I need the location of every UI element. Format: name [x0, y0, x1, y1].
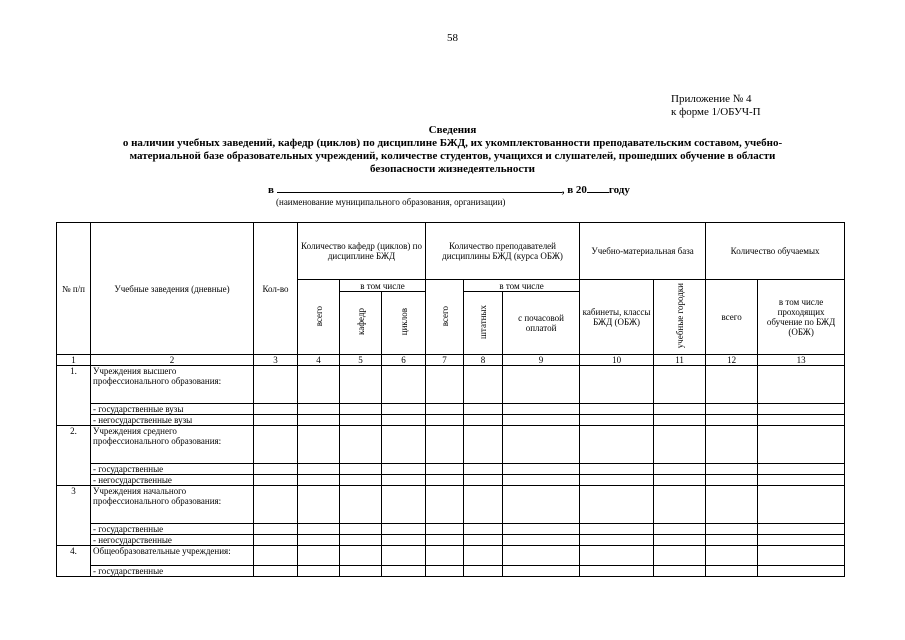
col-number: 13	[758, 355, 845, 366]
place-blank[interactable]	[277, 183, 562, 193]
data-cell[interactable]	[654, 524, 706, 535]
data-cell[interactable]	[382, 546, 426, 566]
data-cell[interactable]	[580, 426, 654, 464]
data-cell[interactable]	[654, 404, 706, 415]
data-cell[interactable]	[298, 524, 340, 535]
header-t-total-text: всего	[439, 305, 450, 327]
data-cell[interactable]	[464, 475, 503, 486]
data-cell[interactable]	[580, 404, 654, 415]
data-cell[interactable]	[340, 475, 382, 486]
table-row	[57, 566, 845, 577]
data-cell[interactable]	[503, 535, 580, 546]
col-number: 10	[580, 355, 654, 366]
header-departments: Количество кафедр (циклов) по дисциплине БЖД	[298, 223, 426, 280]
data-cell[interactable]	[503, 546, 580, 566]
data-cell[interactable]	[254, 404, 298, 415]
data-cell[interactable]	[254, 475, 298, 486]
data-cell[interactable]	[706, 566, 758, 577]
data-cell[interactable]	[503, 475, 580, 486]
col-number: 6	[382, 355, 426, 366]
data-cell[interactable]	[654, 464, 706, 475]
data-cell[interactable]	[340, 486, 382, 524]
header-trained: Количество обучаемых	[706, 223, 845, 280]
table-row	[57, 546, 845, 566]
year-blank[interactable]	[587, 183, 609, 193]
header-t-staff-text: штатных	[478, 304, 489, 340]
header-dep-kafedr-text: кафедр	[355, 308, 366, 336]
header-dep-cycles-text: циклов	[398, 308, 409, 336]
data-cell[interactable]	[464, 415, 503, 426]
data-cell[interactable]	[580, 546, 654, 566]
data-cell[interactable]	[503, 566, 580, 577]
header-t-incl: в том числе	[464, 280, 580, 292]
institution-name: Учреждения высшего профессионального образования:	[91, 366, 254, 404]
data-cell[interactable]	[254, 535, 298, 546]
data-cell[interactable]	[254, 524, 298, 535]
table-body	[57, 366, 845, 577]
data-cell[interactable]	[340, 426, 382, 464]
year-suffix: году	[608, 184, 630, 196]
institution-subtype: - негосударственные	[91, 475, 254, 486]
data-cell[interactable]	[706, 535, 758, 546]
document-title	[40, 124, 865, 176]
data-cell[interactable]	[580, 566, 654, 577]
table-row	[57, 486, 845, 524]
place-prefix: в	[268, 184, 274, 196]
data-cell[interactable]	[382, 566, 426, 577]
table-row	[57, 404, 845, 415]
data-cell[interactable]	[298, 546, 340, 566]
header-b-towns-text: учебные городки	[674, 283, 685, 349]
data-cell[interactable]	[464, 546, 503, 566]
data-cell[interactable]	[426, 464, 464, 475]
table-row	[57, 366, 845, 404]
data-cell[interactable]	[426, 524, 464, 535]
col-number: 12	[706, 355, 758, 366]
header-t-total	[426, 280, 464, 355]
data-cell[interactable]	[654, 475, 706, 486]
data-cell[interactable]	[382, 415, 426, 426]
row-number: 2.	[57, 426, 91, 486]
data-cell[interactable]	[706, 366, 758, 404]
data-cell[interactable]	[758, 366, 845, 404]
row-number: 3	[57, 486, 91, 546]
data-cell[interactable]	[382, 426, 426, 464]
header-tr-incl: в том числе проходящих обучение по БЖД (ОБЖ)	[758, 280, 845, 355]
header-dep-incl: в том числе	[340, 280, 426, 292]
table-row	[57, 524, 845, 535]
data-cell[interactable]	[758, 404, 845, 415]
data-cell[interactable]	[758, 566, 845, 577]
data-cell[interactable]	[758, 524, 845, 535]
header-dep-cycles	[382, 292, 426, 355]
annex-note	[671, 93, 761, 119]
annex-line-1: Приложение № 4	[671, 93, 752, 105]
data-cell[interactable]	[758, 486, 845, 524]
data-cell[interactable]	[464, 366, 503, 404]
year-prefix: , в 20	[561, 184, 587, 196]
data-cell[interactable]	[464, 464, 503, 475]
data-cell[interactable]	[654, 426, 706, 464]
header-teachers: Количество преподавателей дисциплины БЖД (курса ОБЖ)	[426, 223, 580, 280]
data-cell[interactable]	[340, 535, 382, 546]
data-cell[interactable]	[254, 486, 298, 524]
data-cell[interactable]	[254, 464, 298, 475]
data-cell[interactable]	[503, 366, 580, 404]
data-cell[interactable]	[464, 404, 503, 415]
data-cell[interactable]	[654, 546, 706, 566]
header-dep-total	[298, 280, 340, 355]
institution-subtype: - негосударственные	[91, 535, 254, 546]
data-cell[interactable]	[580, 475, 654, 486]
header-tr-total: всего	[706, 280, 758, 355]
data-cell[interactable]	[340, 546, 382, 566]
table-row	[57, 475, 845, 486]
header-t-staff	[464, 292, 503, 355]
data-cell[interactable]	[503, 426, 580, 464]
data-cell[interactable]	[654, 415, 706, 426]
data-cell[interactable]	[706, 415, 758, 426]
data-cell[interactable]	[654, 566, 706, 577]
data-cell[interactable]	[706, 486, 758, 524]
data-cell[interactable]	[382, 366, 426, 404]
col-number: 9	[503, 355, 580, 366]
data-cell[interactable]	[426, 566, 464, 577]
institution-subtype: - государственные вузы	[91, 404, 254, 415]
data-cell[interactable]	[340, 415, 382, 426]
data-cell[interactable]	[580, 535, 654, 546]
row-number: 1.	[57, 366, 91, 426]
institution-name: Учреждения среднего профессионального образования:	[91, 426, 254, 464]
institution-name: Общеобразовательные учреждения:	[91, 546, 254, 566]
data-cell[interactable]	[706, 475, 758, 486]
data-cell[interactable]	[758, 426, 845, 464]
data-cell[interactable]	[426, 415, 464, 426]
header-b-rooms: кабинеты, классы БЖД (ОБЖ)	[580, 280, 654, 355]
data-cell[interactable]	[298, 426, 340, 464]
data-cell[interactable]	[464, 535, 503, 546]
data-cell[interactable]	[426, 426, 464, 464]
data-cell[interactable]	[382, 404, 426, 415]
data-cell[interactable]	[758, 535, 845, 546]
data-cell[interactable]	[464, 524, 503, 535]
data-cell[interactable]	[758, 475, 845, 486]
data-cell[interactable]	[254, 566, 298, 577]
data-cell[interactable]	[503, 415, 580, 426]
page-number: 58	[447, 32, 458, 44]
data-cell[interactable]	[382, 535, 426, 546]
data-cell[interactable]	[503, 486, 580, 524]
data-cell[interactable]	[298, 566, 340, 577]
institution-name: Учреждения начального профессионального образования:	[91, 486, 254, 524]
data-cell[interactable]	[340, 404, 382, 415]
header-dep-kafedr	[340, 292, 382, 355]
col-number: 2	[91, 355, 254, 366]
data-cell[interactable]	[758, 464, 845, 475]
title-heading: Сведения	[428, 124, 477, 136]
header-t-hourly: с почасовой оплатой	[503, 292, 580, 355]
table-row	[57, 464, 845, 475]
col-number: 1	[57, 355, 91, 366]
header-count: Кол-во	[254, 223, 298, 355]
header-num: № п/п	[57, 223, 91, 355]
data-cell[interactable]	[298, 366, 340, 404]
institution-subtype: - государственные	[91, 566, 254, 577]
data-cell[interactable]	[654, 535, 706, 546]
header-b-towns	[654, 280, 706, 355]
data-cell[interactable]	[706, 524, 758, 535]
data-cell[interactable]	[254, 426, 298, 464]
data-cell[interactable]	[340, 566, 382, 577]
header-dep-total-text: всего	[313, 305, 324, 327]
data-cell[interactable]	[382, 464, 426, 475]
col-number: 7	[426, 355, 464, 366]
title-line-2: материальной базе образовательных учреждений, количестве студентов, учащихся и слушателей, прошедших обучение в области	[129, 150, 776, 162]
annex-line-2: к форме 1/ОБУЧ-П	[671, 106, 761, 118]
data-cell[interactable]	[426, 486, 464, 524]
data-cell[interactable]	[298, 415, 340, 426]
data-cell[interactable]	[298, 535, 340, 546]
data-cell[interactable]	[254, 415, 298, 426]
data-cell[interactable]	[758, 546, 845, 566]
data-cell[interactable]	[580, 524, 654, 535]
data-cell[interactable]	[706, 404, 758, 415]
data-cell[interactable]	[426, 366, 464, 404]
data-cell[interactable]	[340, 366, 382, 404]
data-cell[interactable]	[464, 566, 503, 577]
data-cell[interactable]	[382, 486, 426, 524]
data-cell[interactable]	[298, 404, 340, 415]
col-number: 4	[298, 355, 340, 366]
data-cell[interactable]	[298, 475, 340, 486]
data-cell[interactable]	[340, 524, 382, 535]
data-cell[interactable]	[254, 546, 298, 566]
institution-subtype: - негосударственные вузы	[91, 415, 254, 426]
data-cell[interactable]	[580, 366, 654, 404]
data-cell[interactable]	[382, 524, 426, 535]
col-number: 5	[340, 355, 382, 366]
data-cell[interactable]	[503, 404, 580, 415]
column-numbers-row	[57, 355, 845, 366]
data-cell[interactable]	[426, 535, 464, 546]
col-number: 3	[254, 355, 298, 366]
data-cell[interactable]	[298, 464, 340, 475]
col-number: 11	[654, 355, 706, 366]
data-cell[interactable]	[654, 486, 706, 524]
data-cell[interactable]	[706, 464, 758, 475]
data-cell[interactable]	[654, 366, 706, 404]
institution-subtype: - государственные	[91, 524, 254, 535]
data-cell[interactable]	[580, 415, 654, 426]
data-cell[interactable]	[706, 426, 758, 464]
data-cell[interactable]	[254, 366, 298, 404]
data-cell[interactable]	[464, 426, 503, 464]
data-table	[56, 222, 845, 577]
table-row	[57, 426, 845, 464]
data-cell[interactable]	[580, 464, 654, 475]
institution-subtype: - государственные	[91, 464, 254, 475]
header-institutions: Учебные заведения (дневные)	[91, 223, 254, 355]
data-cell[interactable]	[503, 524, 580, 535]
data-cell[interactable]	[382, 475, 426, 486]
title-line-1: о наличии учебных заведений, кафедр (циклов) по дисциплине БЖД, их укомплектованности преподавательским составом, учебно-	[122, 137, 783, 149]
data-cell[interactable]	[706, 546, 758, 566]
place-caption: (наименование муниципального образования, организации)	[276, 197, 506, 207]
row-number: 4.	[57, 546, 91, 577]
data-cell[interactable]	[340, 464, 382, 475]
data-cell[interactable]	[298, 486, 340, 524]
data-cell[interactable]	[426, 546, 464, 566]
data-cell[interactable]	[426, 475, 464, 486]
data-cell[interactable]	[758, 415, 845, 426]
data-cell[interactable]	[464, 486, 503, 524]
data-cell[interactable]	[580, 486, 654, 524]
header-base: Учебно-материальная база	[580, 223, 706, 280]
table-row	[57, 415, 845, 426]
place-year-line	[268, 183, 630, 196]
data-cell[interactable]	[503, 464, 580, 475]
data-cell[interactable]	[426, 404, 464, 415]
col-number: 8	[464, 355, 503, 366]
table-row	[57, 535, 845, 546]
title-line-3: безопасности жизнедеятельности	[370, 163, 535, 175]
